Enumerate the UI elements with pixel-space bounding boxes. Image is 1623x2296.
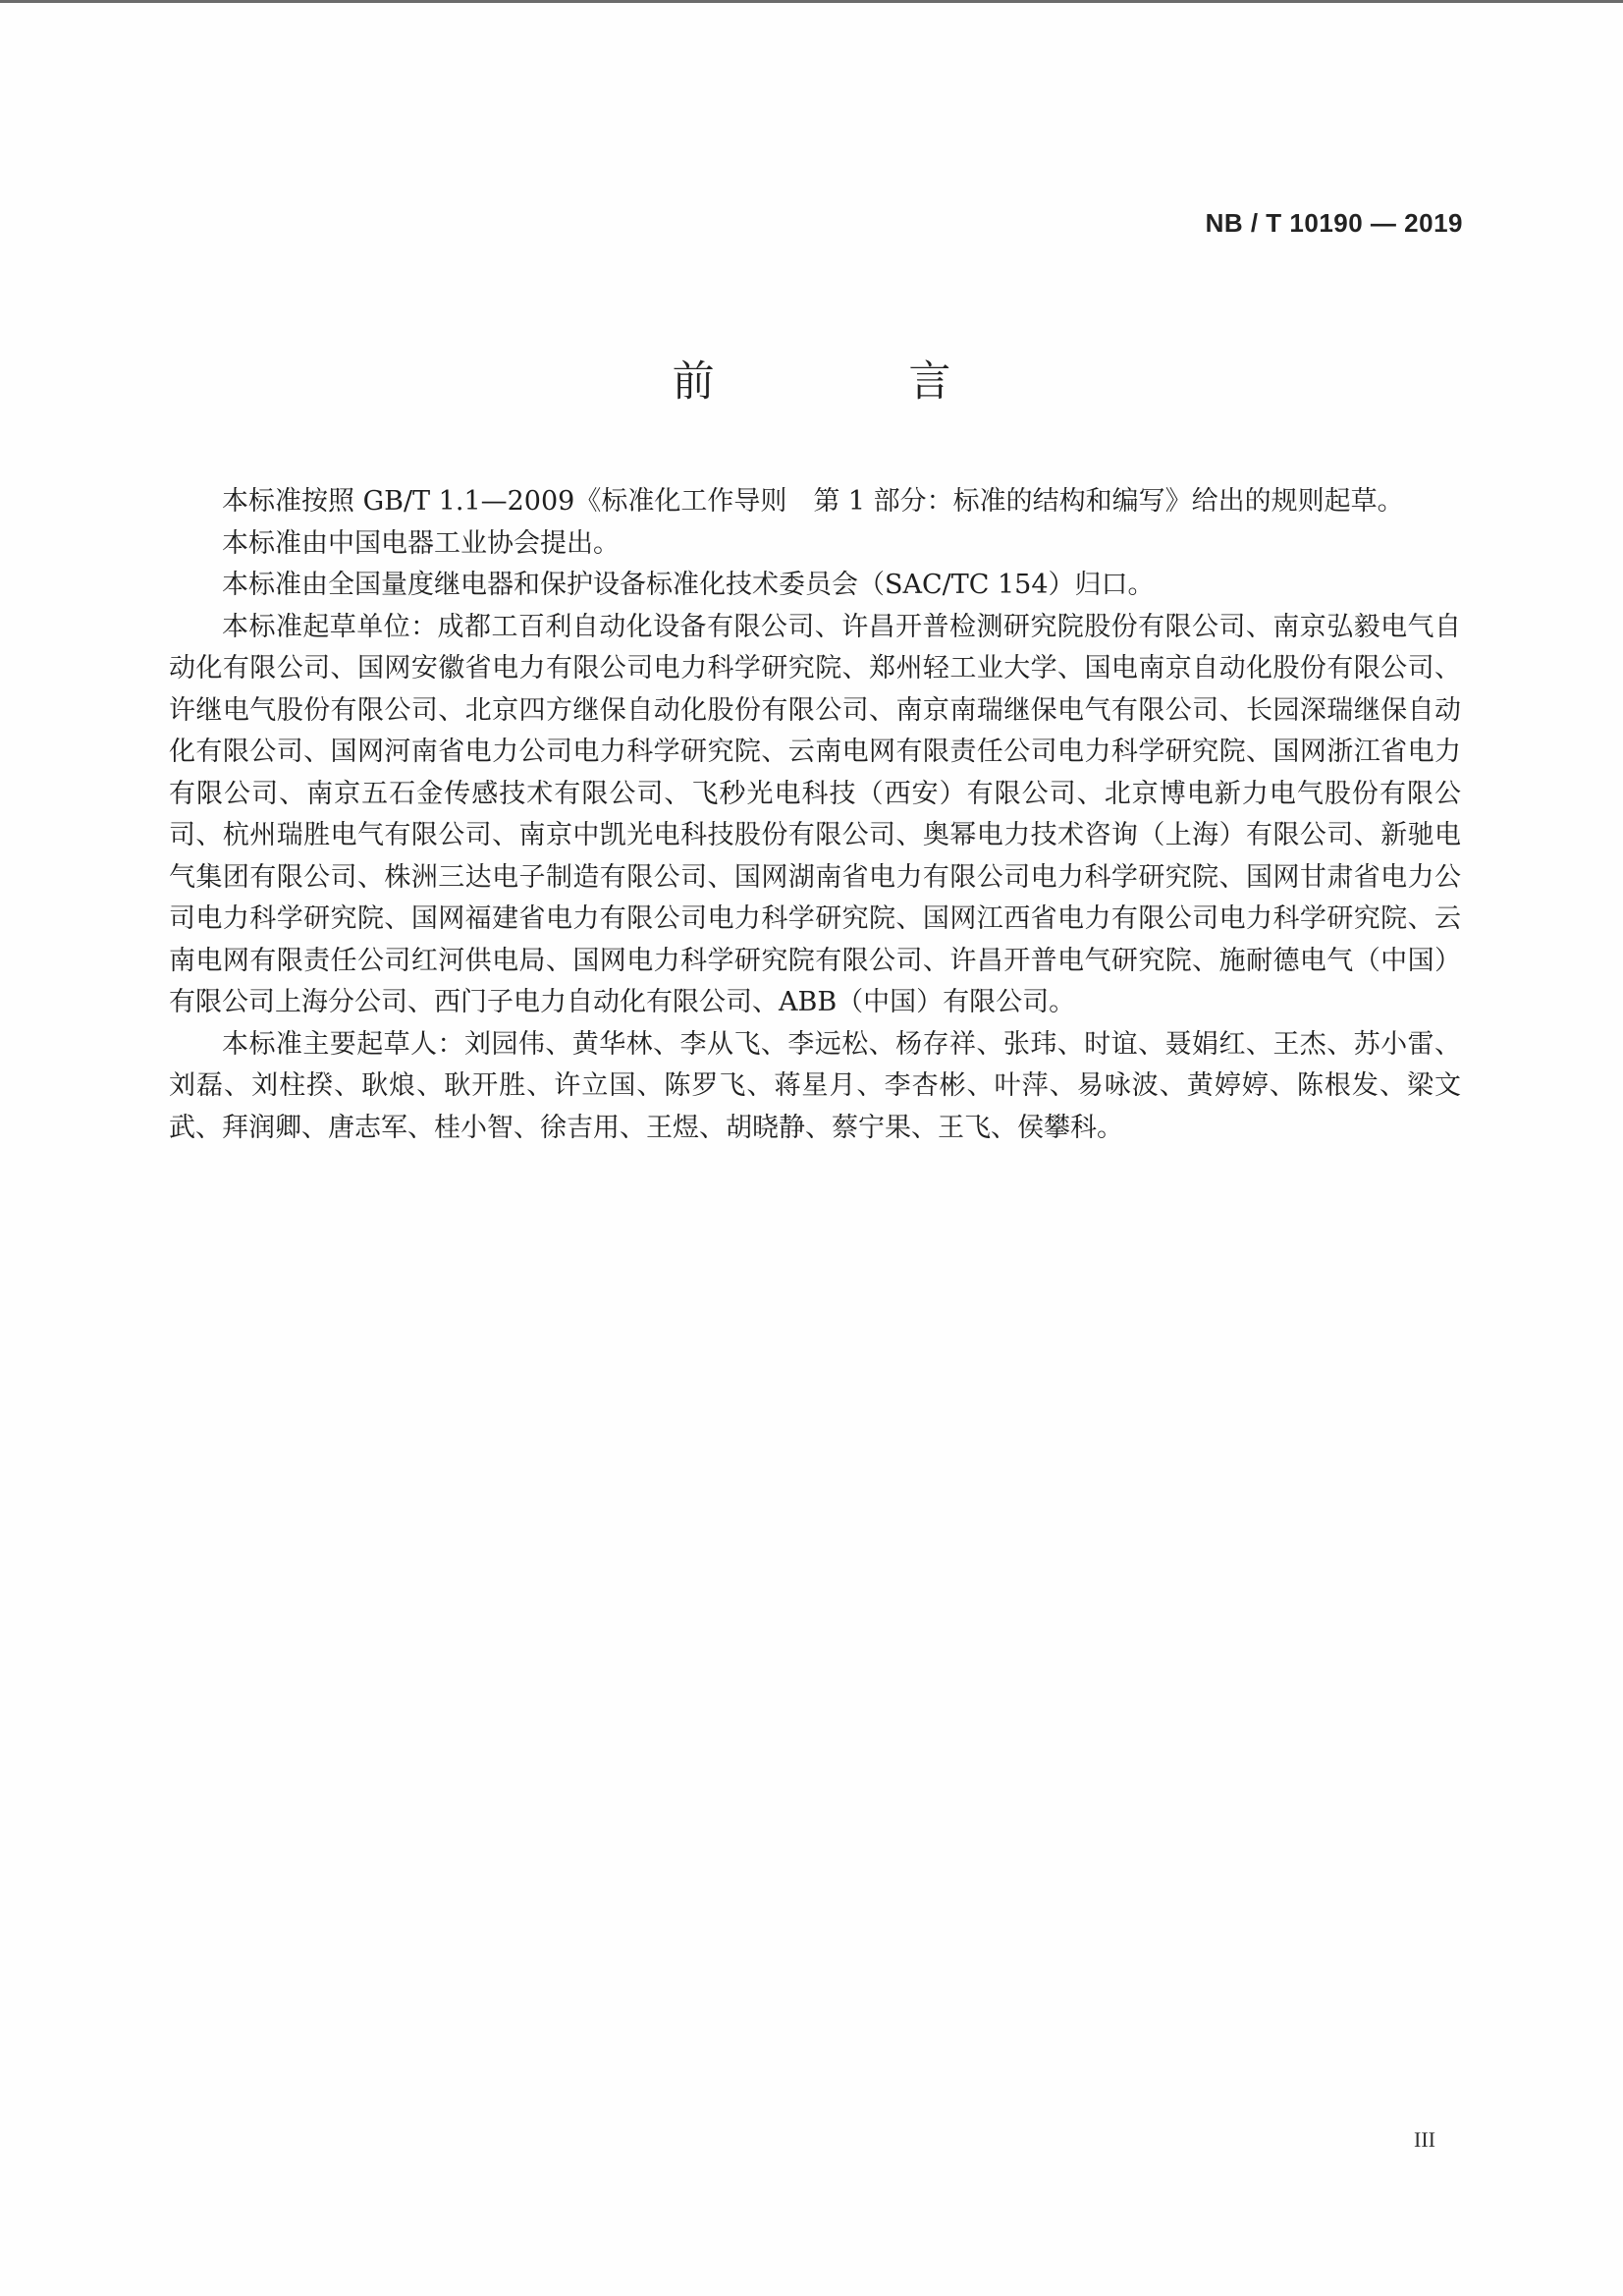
page-number: III — [1414, 2127, 1435, 2152]
standard-number: NB / T 10190 — 2019 — [1205, 208, 1463, 238]
paragraph-drafting-rules: 本标准按照 GB/T 1.1—2009《标准化工作导则 第 1 部分：标准的结构和编写》给出的规则起草。 — [222, 486, 1404, 517]
scan-edge-line — [0, 0, 1623, 3]
paragraph-drafting-units: 本标准起草单位：成都工百利自动化设备有限公司、许昌开普检测研究院股份有限公司、南京弘毅电气自动化有限公司、国网安徽省电力有限公司电力科学研究院、郑州轻工业大学、国电南京自动化股份有限公司、许继电气股份有限公司、北京四方继保自动化股份有限公司、南京南瑞继保电气有限公司、长园深瑞继保自动化有限公司、国网河南省电力公司电力科学研究院、云南电网有限责任公司电力科学研究院、国网浙江省电力有限公司、南京五石金传感技术有限公司、飞秒光电科技（西安）有限公司、北京博电新力电气股份有限公司、杭州瑞胜电气有限公司、南京中凯光电科技股份有限公司、奥幂电力技术咨询（上海）有限公司、新驰电气集团有限公司、株洲三达电子制造有限公司、国网湖南省电力有限公司电力科学研究院、国网甘肃省电力公司电力科学研究院、国网福建省电力有限公司电力科学研究院、国网江西省电力有限公司电力科学研究院、云南电网有限责任公司红河供电局、国网电力科学研究院有限公司、许昌开普电气研究院、施耐德电气（中国）有限公司上海分公司、西门子电力自动化有限公司、ABB（中国）有限公司。 — [169, 611, 1461, 1017]
paragraph-drafters: 本标准主要起草人：刘园伟、黄华林、李从飞、李远松、杨存祥、张玮、时谊、聂娟红、王杰、苏小雷、刘磊、刘柱揆、耿烺、耿开胜、许立国、陈罗飞、蒋星月、李杏彬、叶萍、易咏波、黄婷婷、陈根发、梁文武、拜润卿、唐志军、桂小智、徐吉用、王煜、胡晓静、蔡宁果、王飞、侯攀科。 — [169, 1028, 1461, 1143]
paragraph-proposer: 本标准由中国电器工业协会提出。 — [222, 527, 620, 559]
foreword-body — [169, 481, 1461, 1149]
page-title: 前 言 — [672, 357, 1042, 407]
paragraph-committee: 本标准由全国量度继电器和保护设备标准化技术委员会（SAC/TC 154）归口。 — [222, 570, 1155, 600]
